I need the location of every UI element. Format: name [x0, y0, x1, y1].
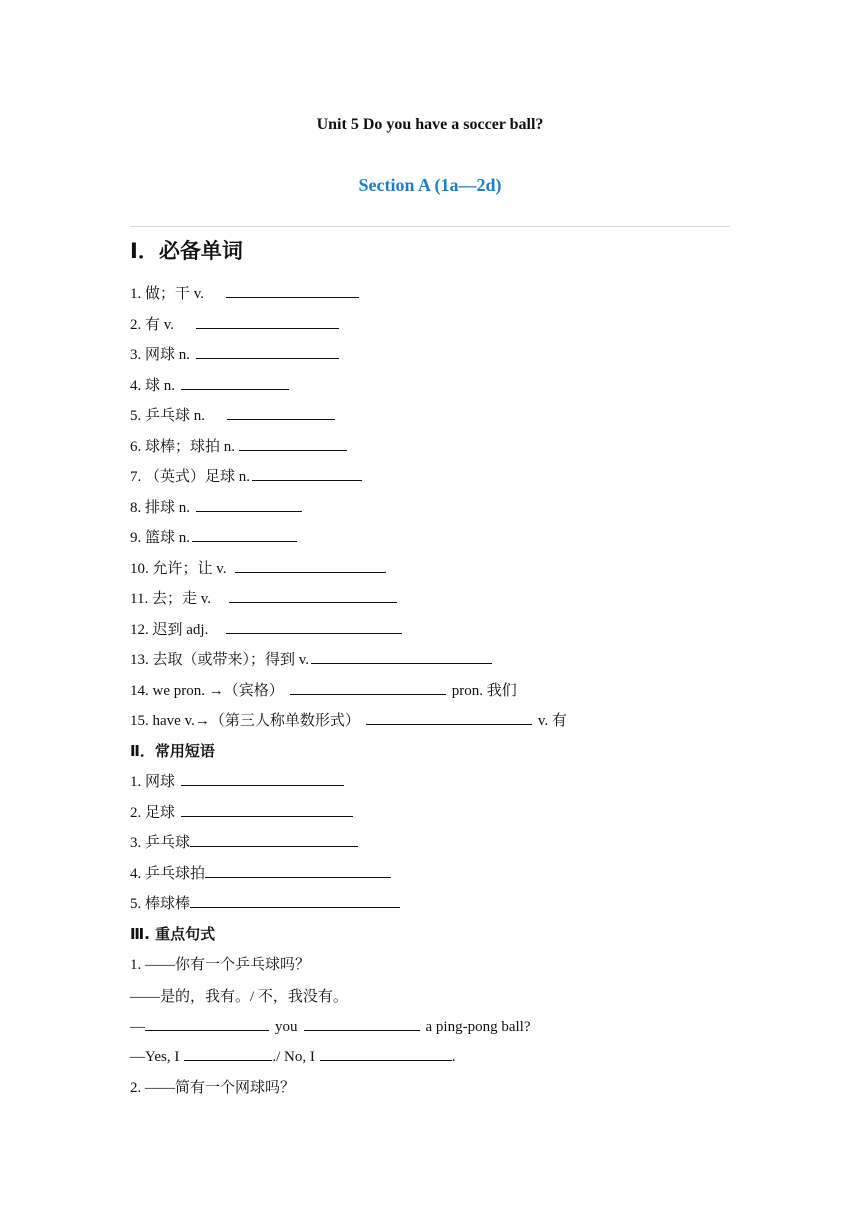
answer-cn: ——是的，我有。/ 不，我没有。 [130, 989, 348, 1005]
answer-blank[interactable] [229, 588, 397, 603]
list-item: 4. 乒乓球拍 [130, 862, 391, 883]
answer-blank[interactable] [252, 466, 362, 481]
divider [130, 226, 730, 227]
unit-title: Unit 5 Do you have a soccer ball? [316, 116, 544, 133]
answer-blank[interactable] [192, 527, 297, 542]
answer-blank[interactable] [184, 1046, 272, 1061]
answer-blank[interactable] [196, 497, 302, 512]
answer-blank[interactable] [181, 375, 289, 390]
question-cn: 1. ——你有一个乒乓球吗？ [130, 957, 311, 973]
list-item: 3. 网球 n. [130, 343, 339, 364]
list-item: 14. we pron. →（宾格） pron. 我们 [130, 679, 517, 700]
list-item: 11. 去；走 v. [130, 587, 397, 608]
answer-blank[interactable] [311, 649, 492, 664]
answer-blank[interactable] [226, 283, 359, 298]
answer-blank[interactable] [145, 1016, 269, 1031]
answer-blank[interactable] [366, 710, 532, 725]
list-item: 15. have v.→（第三人称单数形式） v. 有 [130, 709, 567, 730]
list-item: 7. （英式）足球 n. [130, 465, 362, 486]
answer-blank[interactable] [239, 436, 347, 451]
list-item: 9. 篮球 n. [130, 526, 297, 547]
list-item: 12. 迟到 adj. [130, 618, 402, 639]
list-item: 4. 球 n. [130, 374, 289, 395]
answer-blank[interactable] [190, 893, 400, 908]
answer-blank[interactable] [196, 344, 339, 359]
list-item: 13. 去取（或带来）；得到 v. [130, 648, 492, 669]
heading-part3: Ⅲ. 重点句式 [130, 925, 216, 943]
answer-blank[interactable] [181, 802, 353, 817]
answer-blank[interactable] [304, 1016, 420, 1031]
answer-blank[interactable] [320, 1046, 452, 1061]
answer-blank[interactable] [190, 832, 358, 847]
answer-blank[interactable] [205, 863, 391, 878]
list-item: 2. 足球 [130, 801, 353, 822]
question-en: — you a ping-pong ball? [130, 1016, 530, 1036]
list-item: 6. 球棒；球拍 n. [130, 435, 347, 456]
answer-en: —Yes, I ./ No, I . [130, 1046, 456, 1066]
section-title: Section A (1a—2d) [358, 175, 502, 195]
list-item: 8. 排球 n. [130, 496, 302, 517]
list-item: 5. 乒乓球 n. [130, 404, 335, 425]
heading-part1: Ⅰ．必备单词 [130, 239, 243, 263]
heading-part2: Ⅱ．常用短语 [130, 742, 215, 760]
list-item: 1. 做；干 v. [130, 282, 359, 303]
list-item: 2. 有 v. [130, 313, 339, 334]
answer-blank[interactable] [181, 771, 344, 786]
answer-blank[interactable] [196, 314, 339, 329]
list-item: 1. 网球 [130, 770, 344, 791]
question-cn: 2. ——简有一个网球吗？ [130, 1080, 296, 1096]
list-item: 10. 允许；让 v. [130, 557, 386, 578]
answer-blank[interactable] [290, 680, 446, 695]
answer-blank[interactable] [227, 405, 335, 420]
answer-blank[interactable] [235, 558, 386, 573]
answer-blank[interactable] [226, 619, 402, 634]
list-item: 3. 乒乓球 [130, 831, 358, 852]
list-item: 5. 棒球棒 [130, 892, 400, 913]
